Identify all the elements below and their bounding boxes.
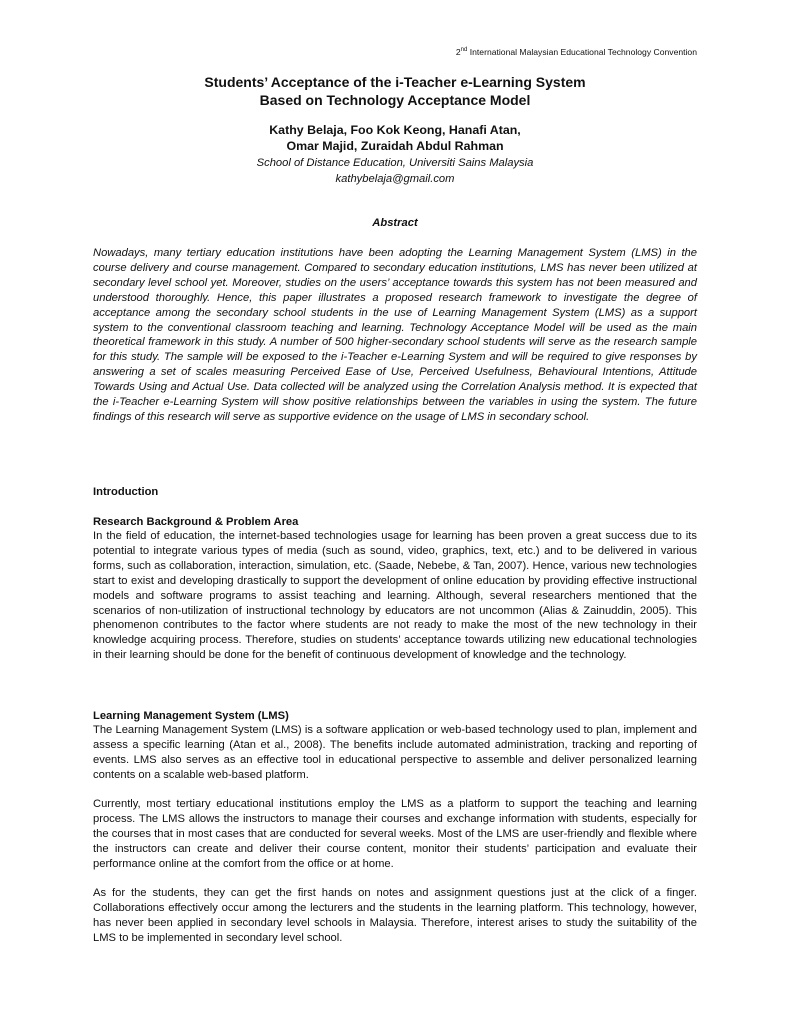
- running-header-ordinal: 2: [455, 47, 461, 57]
- running-header: [456, 47, 697, 57]
- title-line-1: Students’ Acceptance of the i-Teacher e-Learning System: [204, 74, 586, 90]
- introduction-heading: Introduction: [93, 486, 159, 498]
- title-block: [93, 74, 697, 186]
- lms-paragraph-2: Currently, most tertiary educational institutions employ the LMS as a platform to support the teaching and learning process. The LMS allows the instructors to manage their courses and exchange information with students, especially for the courses that in most cases that are conducted for several weeks. Most of the LMS are user-friendly and flexible where the instructors can create and deliver their course content, monitor their students’ participation and evaluate their performance online at the comfort from the office or at home.: [93, 798, 697, 870]
- abstract-heading: Abstract: [372, 217, 418, 229]
- title-line-2: Based on Technology Acceptance Model: [259, 91, 531, 108]
- abstract-text: Nowadays, many tertiary education institutions have been adopting the Learning Management System (LMS) in the course delivery and course management. Compared to secondary education institutions, LMS has never been utilized at secondary level school yet. Moreover, studies on the users’ acceptance towards this system has not been measured and understood thoroughly. Hence, this paper illustrates a proposed research framework to investigate the degree of acceptance among the secondary school students in the use of Learning Management System (LMS) as a support system to the conventional classroom teaching and learning. Technology Acceptance Model will be used as the main theoretical framework in this study. A number of 500 higher-secondary school students will serve as the research sample for this study. The sample will be exposed to the i-Teacher e-Learning System and will be required to give responses by answering a set of scales measuring Perceived Ease of Use, Perceived Usefulness, Behavioural Intentions, Attitude Towards Using and Actual Use. Data collected will be analyzed using the Correlation Analysis method. It is expected that the i-Teacher e-Learning System will show positive relationships between the variables in using the system. The future findings of this research will serve as supportive evidence on the usage of LMS in secondary school.: [93, 247, 697, 423]
- background-heading: Research Background & Problem Area: [93, 516, 299, 528]
- running-header-ordinal-suffix: nd: [460, 47, 468, 53]
- author-list: [93, 123, 697, 154]
- paper-title: [93, 74, 697, 109]
- affiliation: School of Distance Education, Universiti Sains Malaysia: [256, 157, 534, 169]
- author-email: kathybelaja@gmail.com: [335, 172, 455, 185]
- lms-heading: Learning Management System (LMS): [93, 710, 289, 722]
- running-header-text: International Malaysian Educational Technology Convention: [467, 47, 697, 57]
- authors-line-2: Omar Majid, Zuraidah Abdul Rahman: [286, 138, 504, 153]
- lms-paragraph-1: The Learning Management System (LMS) is a software application or web-based technology used to plan, implement and assess a specific learning (Atan et al., 2008). The benefits include automated administration, tracking and reporting of events. LMS also serves as an effective tool in educational perspective to assemble and deliver personalized learning contents on a scalable web-based platform.: [93, 724, 697, 781]
- background-paragraph: In the field of education, the internet-based technologies usage for learning has been proven a great success due to its potential to integrate various types of media (such as sound, video, graphics, text, etc.) and to be delivered in various forms, such as collaboration, interaction, simulation, etc. (Saade, Nebebe, & Tan, 2007). Hence, various new technologies start to exist and developing drastically to support the development of online education by providing effective instructional models and software programs to assist teaching and learning. Although, several researchers mentioned that the scenarios of non-utilization of instructional technology by educators are not uncommon (Alias & Zainuddin, 2005). This phenomenon contributes to the factor where students are not ready to make the most of the new technology in their knowledge acquiring process. Therefore, studies on students’ acceptance towards utilizing new educational technologies in their learning should be done for the benefit of continuous development of knowledge and the technology.: [93, 530, 697, 662]
- lms-paragraph-3: As for the students, they can get the first hands on notes and assignment questions just at the click of a finger. Collaborations effectively occur among the lecturers and the students in the learning platform. This technology, however, has never been applied in secondary level schools in Malaysia. Therefore, interest arises to study the suitability of the LMS to be implemented in secondary level school.: [93, 887, 697, 944]
- authors-line-1: Kathy Belaja, Foo Kok Keong, Hanafi Atan,: [269, 123, 521, 137]
